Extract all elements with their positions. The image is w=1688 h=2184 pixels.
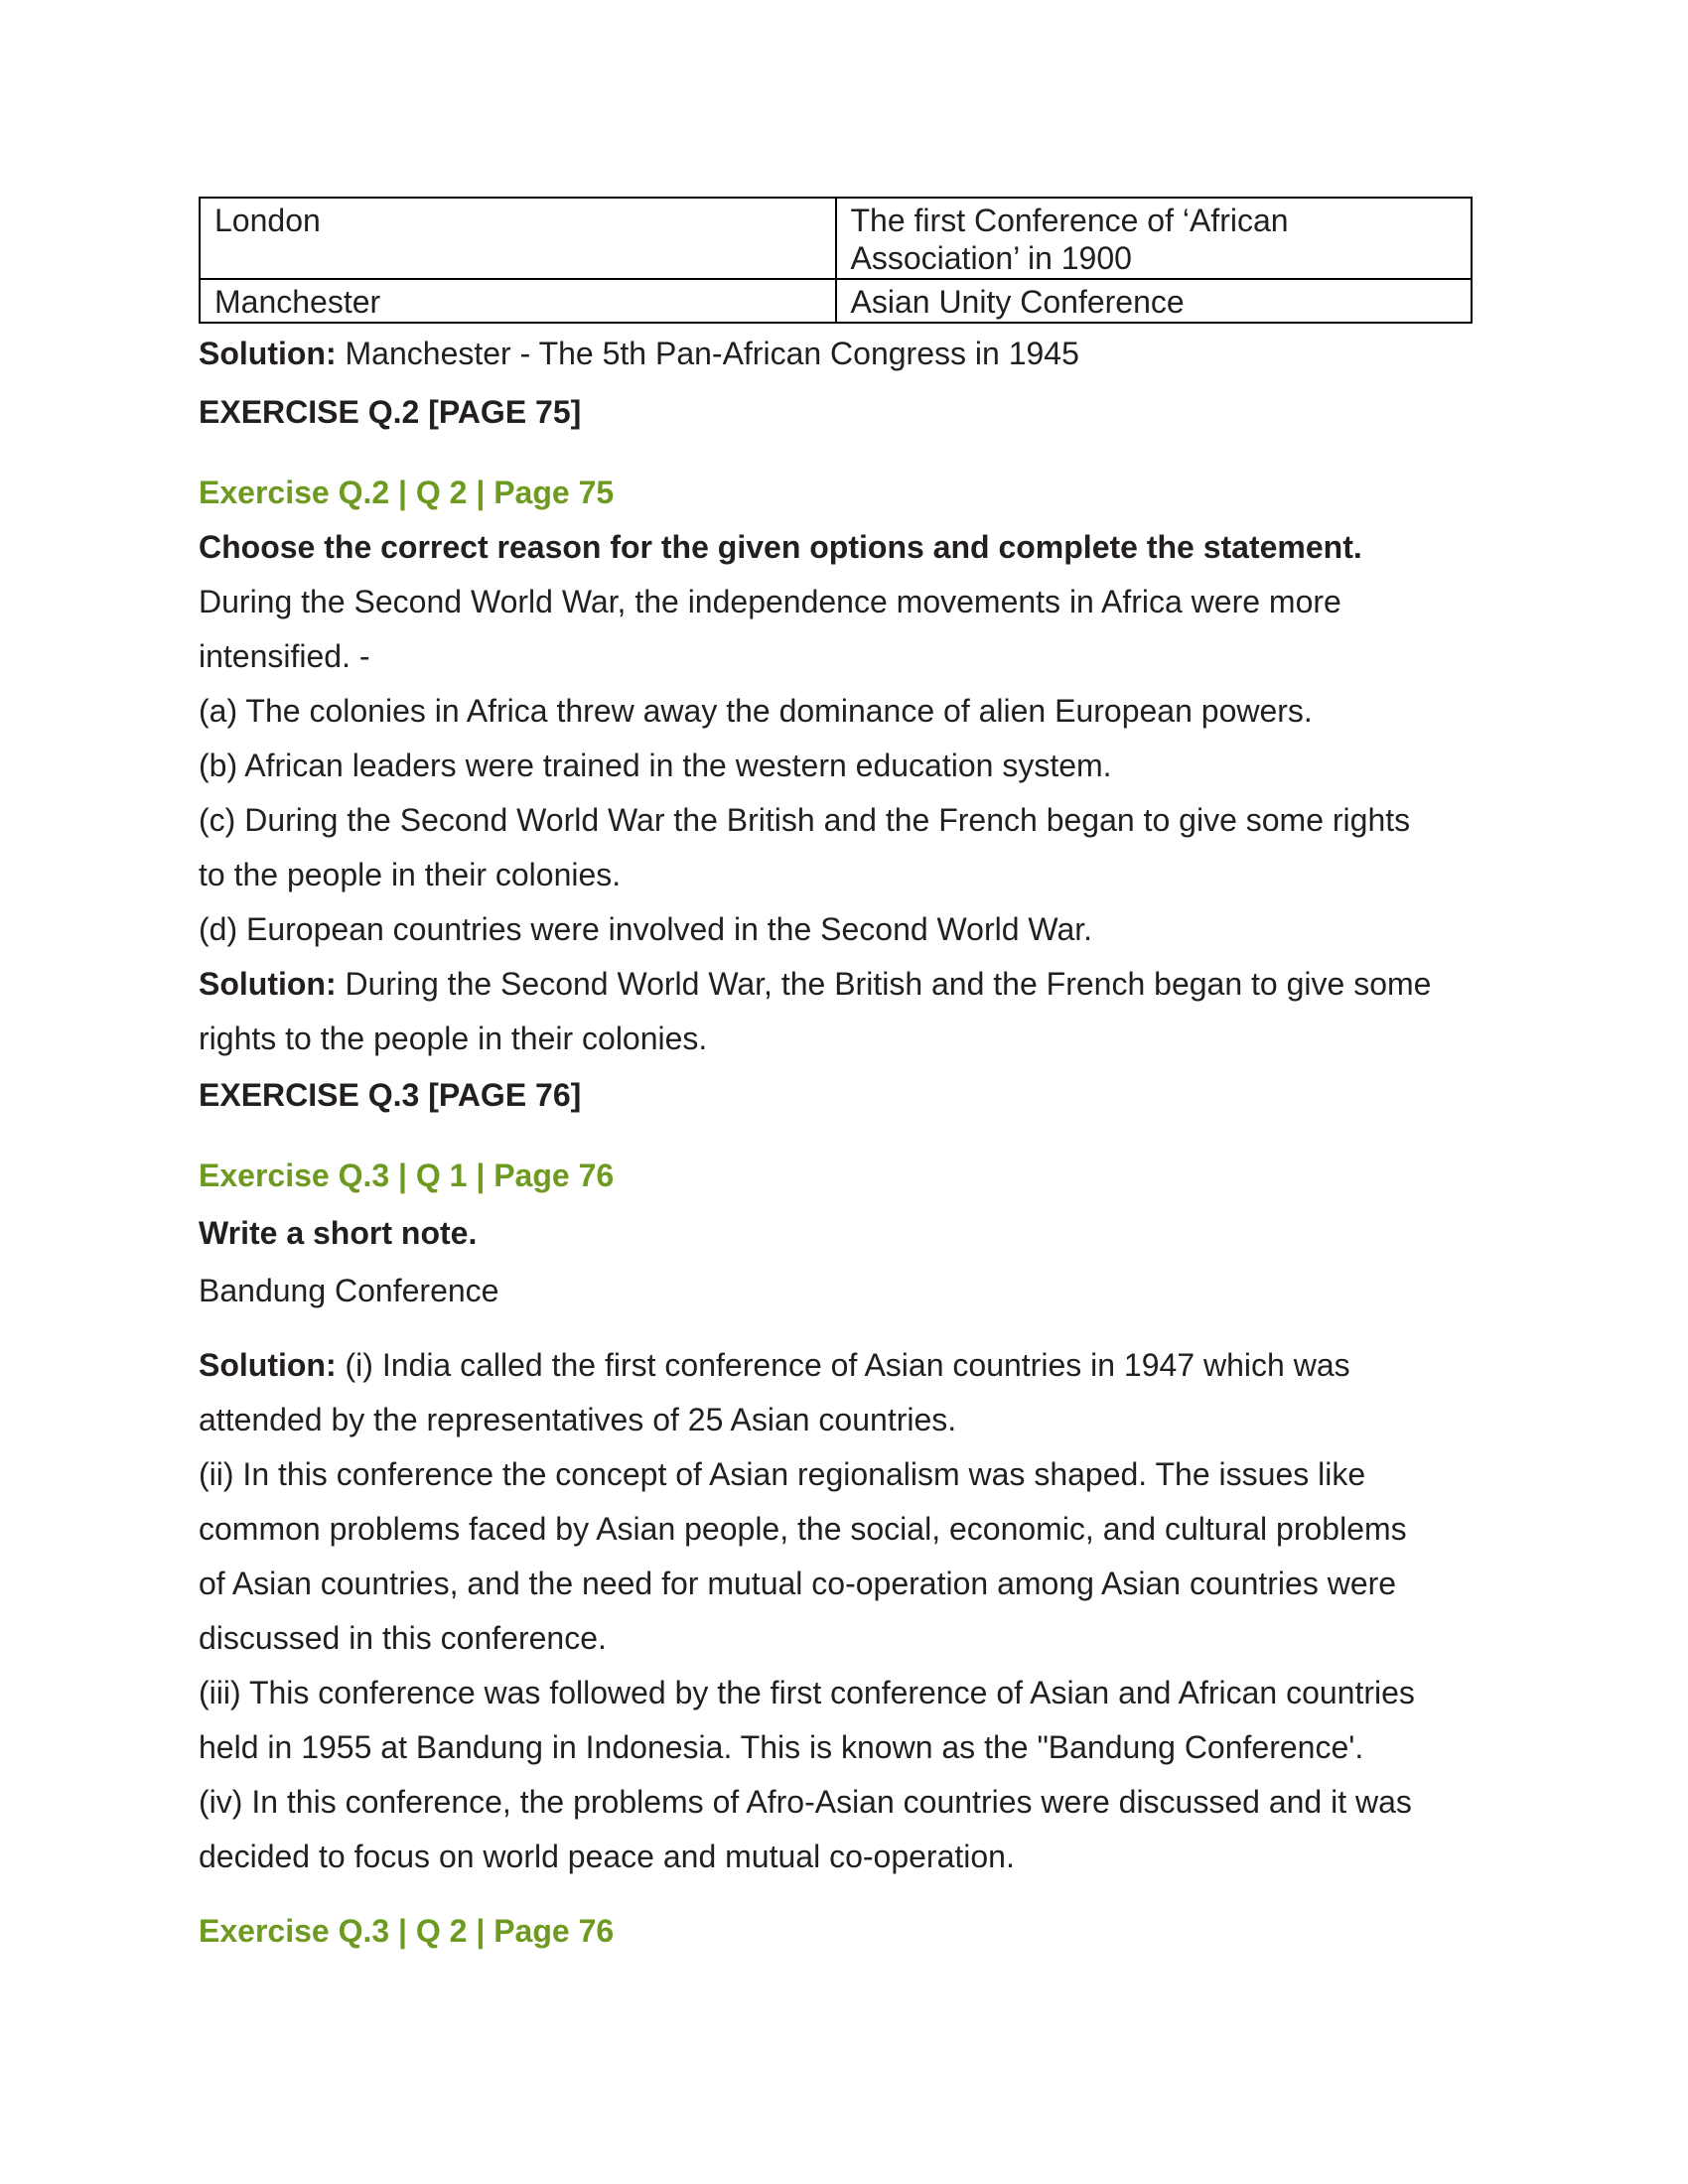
solution-label: Solution: [199, 336, 337, 371]
q3-solution-line: (iv) In this conference, the problems of Afro-Asian countries were discussed and it was [199, 1784, 1412, 1820]
question-instruction: Write a short note. [199, 1215, 478, 1251]
q3-solution-line: held in 1955 at Bandung in Indonesia. This is known as the "Bandung Conference'. [199, 1729, 1364, 1765]
question-ref-q2-2: Exercise Q.2 | Q 2 | Page 75 [199, 475, 615, 510]
table-cell-place: Manchester [200, 279, 836, 323]
question-topic: Bandung Conference [199, 1273, 499, 1308]
section-heading-q3: EXERCISE Q.3 [PAGE 76] [199, 1077, 582, 1113]
option-d: (d) European countries were involved in the Second World War. [199, 911, 1093, 947]
question-ref-q3-1: Exercise Q.3 | Q 1 | Page 76 [199, 1158, 615, 1193]
table-cell-event: Asian Unity Conference [836, 279, 1473, 323]
question-statement: During the Second World War, the independence movements in Africa were more [199, 584, 1341, 619]
table-row [200, 198, 1472, 279]
option-c-cont: to the people in their colonies. [199, 857, 622, 892]
solution-label: Solution: [199, 1347, 337, 1383]
question-ref-q3-2: Exercise Q.3 | Q 2 | Page 76 [199, 1913, 615, 1949]
q3-solution: Solution: (i) India called the first conference of Asian countries in 1947 which was [199, 1347, 1350, 1383]
option-b: (b) African leaders were trained in the western education system. [199, 748, 1112, 783]
match-table [199, 197, 1473, 324]
table-row [200, 279, 1472, 323]
q3-solution-line: common problems faced by Asian people, the social, economic, and cultural problems [199, 1511, 1407, 1547]
table-cell-event: The first Conference of ‘African Association’ in 1900 [836, 198, 1473, 279]
q2-solution-cont: rights to the people in their colonies. [199, 1021, 708, 1056]
q3-solution-line: (iii) This conference was followed by the first conference of Asian and African countries [199, 1675, 1415, 1710]
option-a: (a) The colonies in Africa threw away the dominance of alien European powers. [199, 693, 1313, 729]
q1-solution: Solution: Manchester - The 5th Pan-African Congress in 1945 [199, 336, 1079, 371]
question-instruction: Choose the correct reason for the given options and complete the statement. [199, 529, 1362, 565]
q3-solution-line: of Asian countries, and the need for mutual co-operation among Asian countries were [199, 1566, 1397, 1601]
option-c: (c) During the Second World War the British and the French began to give some rights [199, 802, 1411, 838]
solution-label: Solution: [199, 966, 337, 1002]
section-heading-q2: EXERCISE Q.2 [PAGE 75] [199, 394, 582, 430]
q3-solution-line: attended by the representatives of 25 Asian countries. [199, 1402, 957, 1437]
question-statement-cont: intensified. - [199, 638, 370, 674]
q3-solution-line: discussed in this conference. [199, 1620, 607, 1656]
q3-solution-line: (ii) In this conference the concept of Asian regionalism was shaped. The issues like [199, 1456, 1366, 1492]
table-cell-place: London [200, 198, 836, 279]
q2-solution: Solution: During the Second World War, the British and the French began to give some [199, 966, 1432, 1002]
q3-solution-line: decided to focus on world peace and mutual co-operation. [199, 1839, 1015, 1874]
document-page [199, 197, 1489, 1959]
